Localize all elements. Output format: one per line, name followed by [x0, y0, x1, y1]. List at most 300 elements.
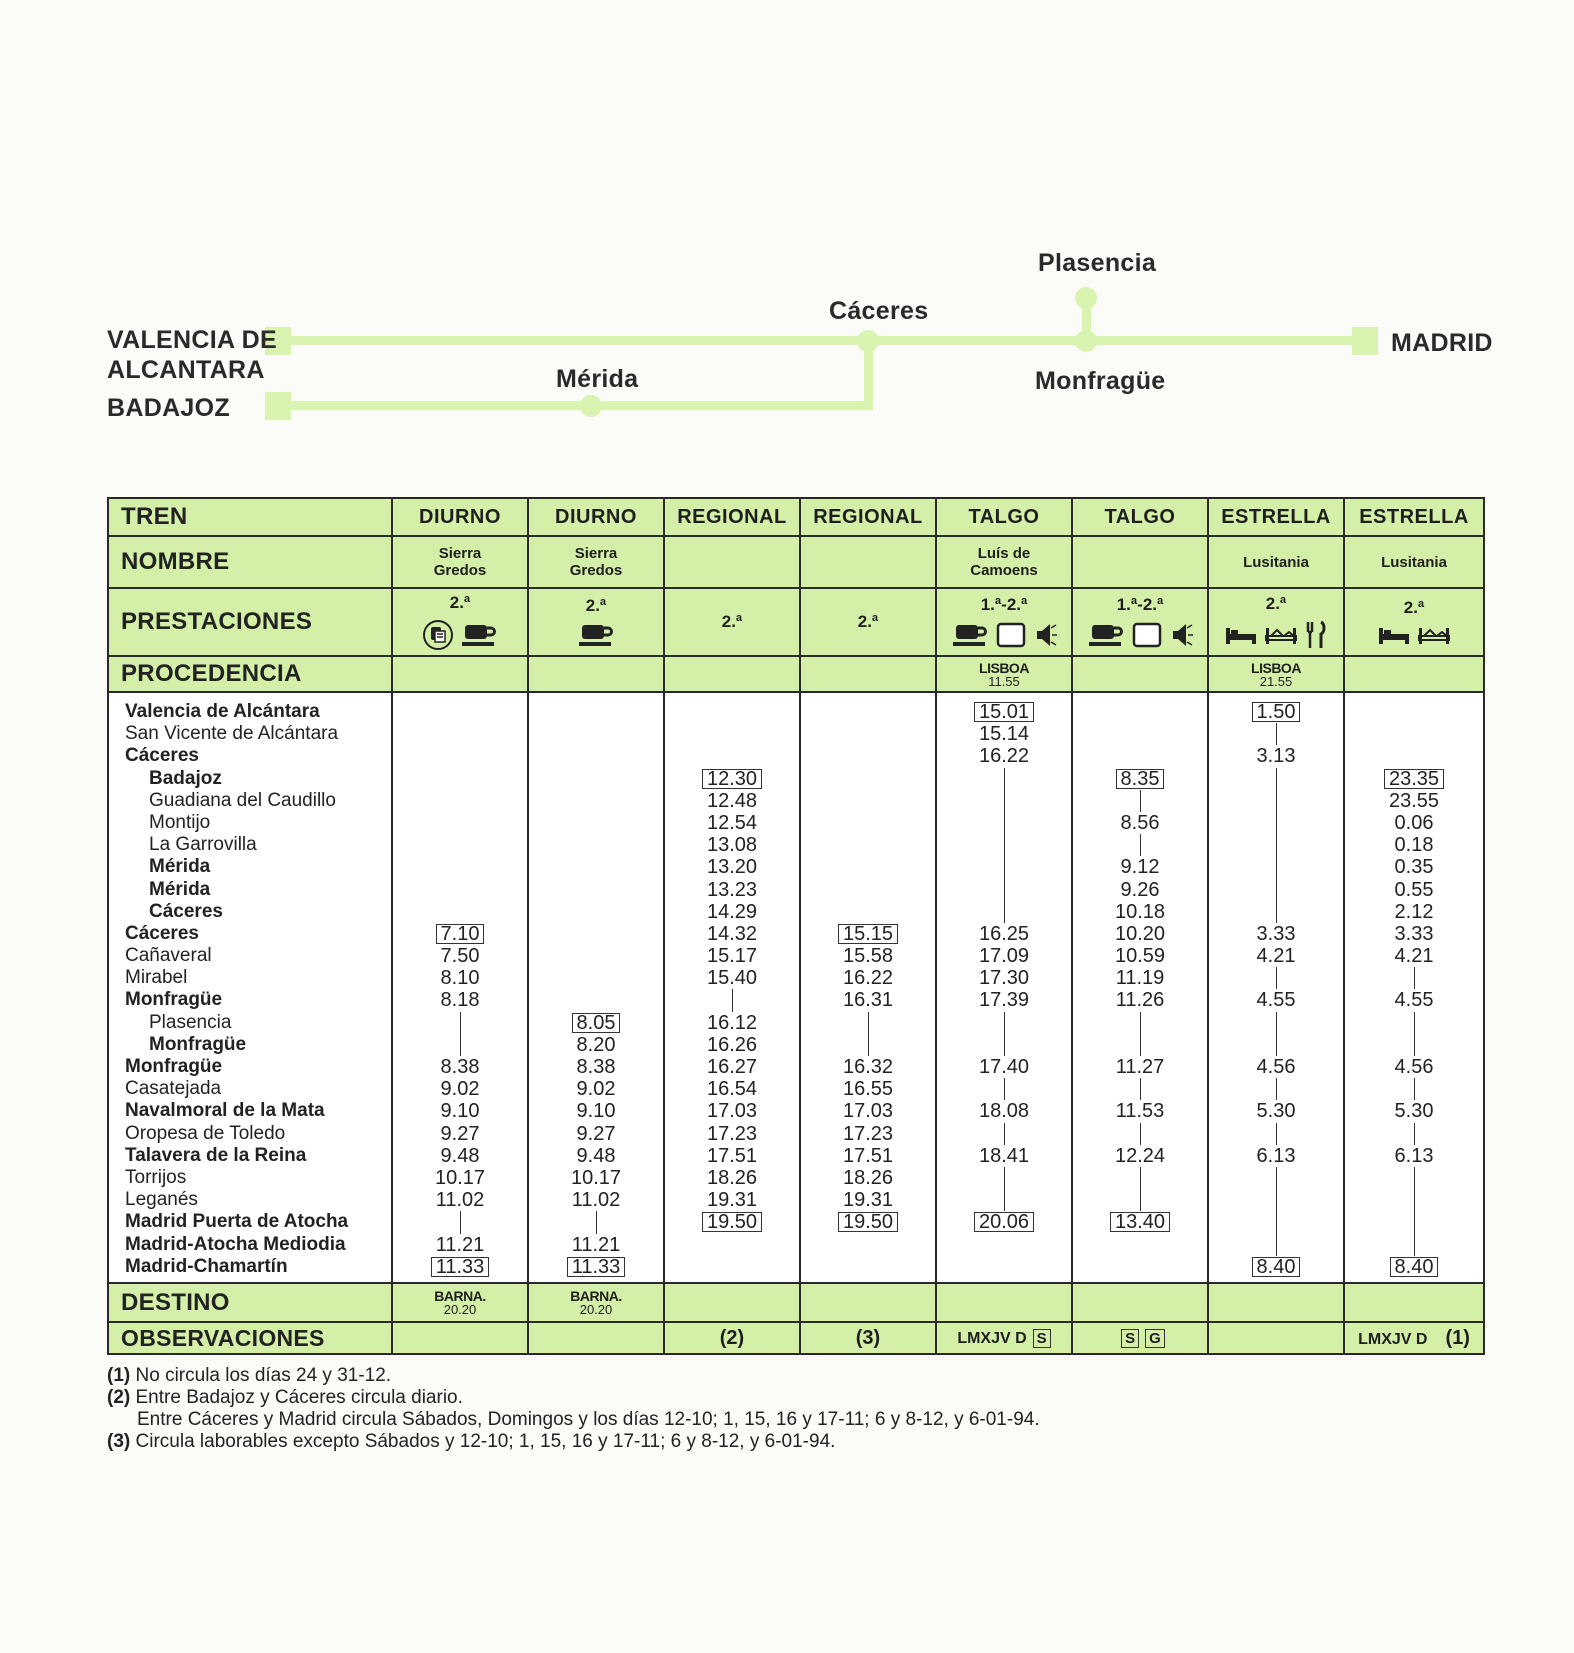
time-value — [529, 901, 663, 923]
time-value: 4.56 — [1256, 1056, 1296, 1078]
pass-through-mark — [1140, 834, 1141, 856]
time-value: 19.31 — [842, 1189, 894, 1212]
time-value — [529, 745, 663, 767]
station-name: Cáceres — [125, 922, 199, 944]
time-value: 15.40 — [706, 967, 758, 990]
time-value: 9.26 — [1120, 878, 1160, 901]
time-value: 5.30 — [1394, 1100, 1434, 1123]
observation-code-box: S — [1033, 1329, 1051, 1348]
pass-through-line — [1209, 812, 1343, 834]
pass-through-line — [937, 1189, 1071, 1211]
station-name: Cáceres — [125, 745, 199, 767]
time-value — [1073, 745, 1207, 767]
pass-through-line — [393, 1012, 527, 1034]
pass-through-mark — [1414, 1234, 1415, 1256]
boxed-time — [529, 1012, 663, 1034]
time-value: 10.18 — [1114, 900, 1166, 923]
time-value — [529, 989, 663, 1011]
time-value: 16.26 — [706, 1033, 758, 1056]
place-time: 20.20 — [579, 1302, 613, 1317]
time-value: 16.25 — [978, 922, 1030, 945]
time-value: 4.21 — [1394, 945, 1434, 968]
pass-through-line — [937, 901, 1071, 923]
time-value: 8.38 — [576, 1056, 616, 1078]
pass-through-mark — [1276, 790, 1277, 812]
observation-text: LMXJV D — [957, 1330, 1027, 1347]
pass-through-mark — [1276, 723, 1277, 745]
time-value: 11.02 — [435, 1189, 485, 1212]
prestaciones-cell — [664, 588, 800, 656]
pass-through-mark — [1276, 901, 1277, 923]
pass-through-line — [1345, 1234, 1483, 1256]
time-value: 7.50 — [440, 945, 480, 968]
service-icons — [1209, 620, 1343, 650]
time-value — [1073, 1256, 1207, 1278]
time-value: 15.58 — [842, 945, 894, 968]
procedencia-cell — [392, 656, 528, 692]
pass-through-mark — [1276, 1078, 1277, 1100]
station-name: Guadiana del Caudillo — [149, 789, 336, 811]
footnote — [107, 1431, 1040, 1453]
time-value — [393, 790, 527, 812]
prestaciones-cell — [800, 588, 936, 656]
time-value: 0.35 — [1394, 856, 1434, 879]
boxed-time — [393, 1256, 527, 1278]
time-value — [801, 723, 935, 745]
pass-through-mark — [1004, 901, 1005, 923]
pass-through-mark — [1414, 1012, 1415, 1034]
time-value — [801, 879, 935, 901]
tren-cell: DIURNO — [528, 498, 664, 536]
destino-cell — [936, 1283, 1072, 1322]
footnote — [107, 1365, 1040, 1387]
nombre-cell: Luís de Camoens — [936, 536, 1072, 588]
boxed-time — [937, 1211, 1071, 1233]
time-value: 4.56 — [1394, 1056, 1434, 1078]
time-value: 5.30 — [1256, 1100, 1296, 1123]
time-value — [801, 790, 935, 812]
boxed-time — [1073, 1211, 1207, 1233]
pass-through-line — [1209, 1123, 1343, 1145]
times-column — [1208, 692, 1344, 1283]
observation-text: LMXJV D — [1358, 1330, 1428, 1348]
station-name: Mirabel — [125, 967, 188, 989]
time-value: 0.18 — [1394, 834, 1434, 857]
time-value — [1345, 745, 1483, 767]
pass-through-mark — [1414, 1167, 1415, 1189]
pass-through-line — [1345, 1034, 1483, 1056]
pass-through-mark — [1140, 1167, 1141, 1189]
line-valencia-madrid — [270, 336, 1360, 345]
time-value: 17.03 — [842, 1100, 894, 1123]
video-screen-icon — [995, 621, 1027, 649]
pass-through-mark — [1004, 1034, 1005, 1056]
boxed-time — [1209, 701, 1343, 723]
station-name: Oropesa de Toledo — [125, 1122, 286, 1144]
times-column — [1072, 692, 1208, 1283]
times-column — [528, 692, 664, 1283]
stations-list — [108, 692, 392, 1283]
prestaciones-cell — [1072, 588, 1208, 656]
time-value: 17.40 — [978, 1056, 1030, 1078]
time-box: 15.01 — [974, 702, 1034, 722]
pass-through-mark — [1004, 1078, 1005, 1100]
monfrague-stop — [1075, 330, 1097, 352]
station-name: Monfragüe — [125, 1056, 223, 1077]
time-value: 13.20 — [706, 856, 758, 879]
time-value: 11.21 — [571, 1233, 621, 1256]
time-value: 11.53 — [1115, 1100, 1165, 1123]
pass-through-line — [937, 1012, 1071, 1034]
time-value — [1073, 723, 1207, 745]
time-value: 9.02 — [576, 1078, 616, 1101]
time-value: 17.23 — [842, 1122, 894, 1145]
pass-through-mark — [1276, 834, 1277, 856]
footnote-text: Entre Badajoz y Cáceres circula diario. — [130, 1387, 463, 1408]
nombre-cell: Lusitania — [1344, 536, 1484, 588]
place-time: 11.55 — [988, 673, 1020, 689]
nombre-cell: Lusitania — [1208, 536, 1344, 588]
time-value: 10.17 — [570, 1166, 622, 1189]
class-label: 2.ª — [585, 596, 607, 615]
pass-through-mark — [1276, 879, 1277, 901]
pass-through-mark — [460, 1034, 461, 1056]
time-value: 17.51 — [842, 1144, 894, 1167]
time-value: 18.41 — [978, 1144, 1030, 1167]
boxed-time — [801, 1211, 935, 1233]
boxed-time — [529, 1256, 663, 1278]
pass-through-mark — [868, 1012, 869, 1034]
place-name: LISBOA — [979, 659, 1029, 676]
pass-through-line — [1345, 1211, 1483, 1233]
time-value: 18.08 — [978, 1100, 1030, 1123]
pass-through-mark — [460, 1211, 461, 1233]
pass-through-line — [801, 1012, 935, 1034]
route-map — [0, 0, 1574, 460]
class-label: 2.ª — [721, 612, 743, 631]
prestaciones-cell — [528, 588, 664, 656]
time-value: 8.10 — [440, 967, 480, 990]
time-value: 6.13 — [1394, 1144, 1434, 1167]
pass-through-line — [1209, 1189, 1343, 1211]
time-value — [801, 856, 935, 878]
time-value: 19.31 — [706, 1189, 758, 1212]
pass-through-line — [937, 856, 1071, 878]
pass-through-mark — [1140, 1012, 1141, 1034]
time-value: 15.17 — [706, 945, 758, 968]
pass-through-mark — [1140, 790, 1141, 812]
footnote-text: Circula laborables excepto Sábados y 12-10; 1, 15, 16 y 17-11; 6 y 8-12, y 6-01-94. — [130, 1431, 836, 1452]
time-value: 4.21 — [1256, 945, 1296, 968]
time-value: 16.31 — [842, 989, 894, 1012]
time-value — [529, 723, 663, 745]
pass-through-line — [1209, 723, 1343, 745]
pass-through-mark — [1004, 1189, 1005, 1211]
pass-through-mark — [1004, 834, 1005, 856]
times-column — [800, 692, 936, 1283]
caceres-stop — [857, 330, 879, 352]
time-value: 16.12 — [706, 1011, 758, 1034]
time-value: 16.32 — [842, 1056, 894, 1078]
time-value: 4.55 — [1256, 989, 1296, 1012]
station-name: Valencia de Alcántara — [125, 701, 320, 722]
restaurant-icon — [1304, 620, 1328, 650]
pass-through-line — [801, 1034, 935, 1056]
pass-through-mark — [1276, 1012, 1277, 1034]
procedencia-cell — [936, 656, 1072, 692]
station-name: Mérida — [149, 878, 211, 900]
station-name: Plasencia — [149, 1011, 232, 1033]
time-value: 23.55 — [1388, 789, 1440, 812]
pass-through-mark — [1004, 856, 1005, 878]
service-icons — [937, 621, 1071, 649]
route-line-diagram — [0, 0, 1574, 460]
coffee-cup-icon — [951, 622, 989, 648]
pass-through-line — [665, 989, 799, 1011]
time-value — [665, 1256, 799, 1278]
observaciones-cell — [1344, 1322, 1484, 1354]
pass-through-mark — [1140, 1189, 1141, 1211]
place-name: BARNA. — [570, 1288, 622, 1304]
pass-through-line — [1073, 1012, 1207, 1034]
time-value — [529, 701, 663, 723]
map-label-caceres: Cáceres — [829, 297, 929, 325]
time-value: 14.29 — [706, 900, 758, 923]
time-value: 11.26 — [1115, 989, 1165, 1012]
station-name: Monfragüe — [149, 1033, 247, 1055]
times-column — [392, 692, 528, 1283]
pass-through-mark — [1140, 1078, 1141, 1100]
pass-through-line — [1345, 1012, 1483, 1034]
pass-through-line — [937, 1167, 1071, 1189]
procedencia-cell — [528, 656, 664, 692]
pass-through-line — [937, 879, 1071, 901]
destino-cell — [800, 1283, 936, 1322]
station-name: Montijo — [149, 811, 211, 833]
audio-icon — [1169, 621, 1193, 649]
label-prestaciones: PRESTACIONES — [108, 588, 392, 656]
pass-through-mark — [1276, 1167, 1277, 1189]
time-value — [801, 1256, 935, 1278]
boxed-time — [1209, 1256, 1343, 1278]
service-icons — [1073, 621, 1207, 649]
row-nombre — [108, 536, 1484, 588]
nombre-cell: Sierra Gredos — [392, 536, 528, 588]
tren-cell: ESTRELLA — [1344, 498, 1484, 536]
observaciones-cell — [1208, 1322, 1344, 1354]
time-value: 18.26 — [842, 1166, 894, 1189]
pass-through-line — [937, 834, 1071, 856]
time-value — [801, 834, 935, 856]
time-value — [665, 701, 799, 723]
pass-through-line — [1209, 879, 1343, 901]
time-box: 7.10 — [436, 924, 485, 944]
service-icons — [393, 619, 527, 651]
time-value — [529, 834, 663, 856]
observaciones-cell — [800, 1322, 936, 1354]
footnotes — [107, 1365, 1040, 1453]
row-procedencia — [108, 656, 1484, 692]
time-value: 9.48 — [576, 1144, 616, 1167]
pass-through-line — [393, 1034, 527, 1056]
footnote — [107, 1409, 1040, 1431]
pass-through-mark — [1004, 1012, 1005, 1034]
time-value — [1073, 701, 1207, 723]
pass-through-line — [937, 812, 1071, 834]
time-value — [529, 768, 663, 790]
row-observaciones — [108, 1322, 1484, 1354]
time-value — [937, 1234, 1071, 1256]
observaciones-cell — [392, 1322, 528, 1354]
time-box: 19.50 — [702, 1212, 762, 1232]
pass-through-mark — [1004, 790, 1005, 812]
time-value: 9.02 — [440, 1078, 480, 1101]
time-box: 19.50 — [838, 1212, 898, 1232]
pass-through-mark — [1140, 1034, 1141, 1056]
time-box: 11.33 — [431, 1257, 490, 1277]
pass-through-line — [1073, 1167, 1207, 1189]
time-value — [393, 856, 527, 878]
pass-through-mark — [1276, 1211, 1277, 1233]
pass-through-mark — [1414, 1034, 1415, 1056]
time-value: 10.17 — [434, 1166, 486, 1189]
nombre-cell — [1072, 536, 1208, 588]
time-value: 12.48 — [706, 789, 758, 812]
plasencia-stop — [1075, 287, 1097, 309]
time-box: 20.06 — [974, 1212, 1034, 1232]
time-value: 11.19 — [1115, 967, 1165, 990]
row-prestaciones — [108, 588, 1484, 656]
time-value: 17.03 — [706, 1100, 758, 1123]
time-value: 10.20 — [1114, 922, 1166, 945]
pass-through-line — [1345, 1167, 1483, 1189]
time-value: 9.48 — [440, 1144, 480, 1167]
pass-through-mark — [1276, 1189, 1277, 1211]
time-value: 12.24 — [1114, 1144, 1166, 1167]
time-value: 6.13 — [1256, 1144, 1296, 1167]
station-name: Cáceres — [149, 900, 223, 922]
tren-cell: ESTRELLA — [1208, 498, 1344, 536]
station-name: Torrijos — [125, 1166, 187, 1188]
pass-through-line — [1209, 1234, 1343, 1256]
observaciones-cell — [1072, 1322, 1208, 1354]
station-name: Casatejada — [125, 1078, 222, 1100]
row-destino — [108, 1283, 1484, 1322]
pass-through-line — [1209, 834, 1343, 856]
time-value: 14.32 — [706, 922, 758, 945]
map-label-monfrague: Monfragüe — [1035, 367, 1166, 395]
pass-through-line — [937, 768, 1071, 790]
time-value — [529, 923, 663, 945]
tren-cell: TALGO — [936, 498, 1072, 536]
timetable — [107, 497, 1485, 1355]
footnote-text: Entre Cáceres y Madrid circula Sábados, Domingos y los días 12-10; 1, 15, 16 y 17-11; 6 y 8-12, y 6-01-94. — [137, 1409, 1040, 1430]
map-label-merida: Mérida — [556, 365, 639, 393]
pass-through-mark — [1004, 879, 1005, 901]
time-value: 16.55 — [842, 1078, 894, 1101]
time-value — [937, 1256, 1071, 1278]
station-name: Mérida — [149, 856, 211, 878]
place-name: LISBOA — [1251, 659, 1301, 676]
time-value: 17.39 — [978, 989, 1030, 1012]
pass-through-mark — [1276, 1123, 1277, 1145]
pass-through-line — [1209, 768, 1343, 790]
time-value — [801, 768, 935, 790]
time-value: 16.22 — [842, 967, 894, 990]
time-value — [1345, 723, 1483, 745]
pass-through-mark — [1276, 812, 1277, 834]
station-name: Madrid-Chamartín — [125, 1255, 288, 1277]
time-value: 8.56 — [1120, 811, 1160, 834]
footnote — [107, 1387, 1040, 1409]
class-label: 1.ª-2.ª — [980, 595, 1028, 614]
time-value — [393, 745, 527, 767]
pass-through-mark — [1004, 812, 1005, 834]
label-procedencia: PROCEDENCIA — [108, 656, 392, 692]
time-value — [529, 790, 663, 812]
pass-through-mark — [1140, 1123, 1141, 1145]
pass-through-line — [1345, 967, 1483, 989]
observation-text: (3) — [855, 1326, 881, 1349]
class-label: 2.ª — [1265, 594, 1287, 613]
label-destino: DESTINO — [108, 1283, 392, 1322]
prestaciones-cell — [1208, 588, 1344, 656]
class-label: 1.ª-2.ª — [1116, 595, 1164, 614]
tren-cell: DIURNO — [392, 498, 528, 536]
time-value — [801, 745, 935, 767]
observation-code-box: G — [1145, 1329, 1165, 1348]
pass-through-mark — [1414, 1211, 1415, 1233]
madrid-terminal — [1352, 327, 1378, 355]
pass-through-line — [1073, 1034, 1207, 1056]
destino-cell — [1072, 1283, 1208, 1322]
merida-stop — [580, 395, 602, 417]
time-value — [529, 812, 663, 834]
pass-through-line — [1209, 1034, 1343, 1056]
nombre-cell: Sierra Gredos — [528, 536, 664, 588]
time-value: 9.10 — [440, 1100, 480, 1123]
boxed-time — [1073, 768, 1207, 790]
time-value: 8.18 — [440, 989, 480, 1012]
label-nombre: NOMBRE — [108, 536, 392, 588]
pass-through-line — [1209, 790, 1343, 812]
time-value: 8.38 — [440, 1056, 480, 1078]
pass-through-mark — [1004, 1123, 1005, 1145]
coffee-cup-icon — [460, 622, 498, 648]
destino-cell — [1208, 1283, 1344, 1322]
observaciones-cell — [528, 1322, 664, 1354]
station-name: San Vicente de Alcántara — [125, 723, 339, 745]
pass-through-line — [937, 1078, 1071, 1100]
time-value — [1345, 701, 1483, 723]
time-value: 16.54 — [706, 1078, 758, 1101]
pass-through-mark — [732, 989, 733, 1011]
station-name: Talavera de la Reina — [125, 1144, 307, 1166]
prestaciones-cell — [1344, 588, 1484, 656]
procedencia-cell — [1344, 656, 1484, 692]
time-value: 9.10 — [576, 1100, 616, 1123]
boxed-time — [801, 923, 935, 945]
destino-cell — [664, 1283, 800, 1322]
time-value: 9.27 — [576, 1122, 616, 1145]
time-value — [801, 901, 935, 923]
time-box: 13.40 — [1110, 1212, 1170, 1232]
class-label: 2.ª — [449, 593, 471, 612]
pass-through-mark — [1276, 768, 1277, 790]
pass-through-mark — [596, 1211, 597, 1233]
time-value: 11.21 — [435, 1233, 485, 1256]
time-value: 3.33 — [1394, 922, 1434, 945]
